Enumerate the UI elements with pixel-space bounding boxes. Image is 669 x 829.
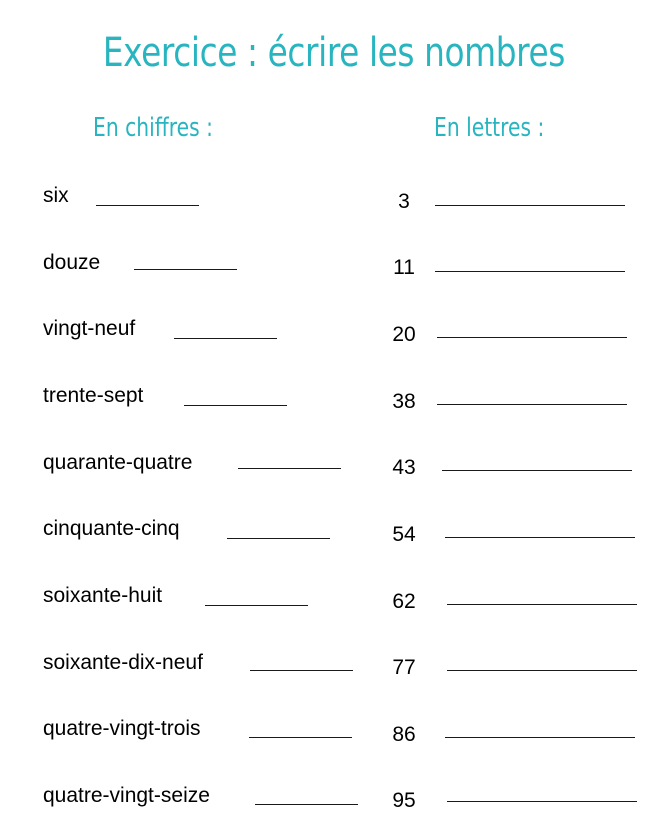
answer-blank[interactable]: [174, 338, 277, 339]
number-label: 20: [392, 323, 416, 346]
answer-blank[interactable]: [249, 737, 352, 738]
answer-blank[interactable]: [134, 269, 237, 270]
answer-blank[interactable]: [447, 801, 637, 802]
number-label: 11: [393, 256, 415, 279]
number-label: 62: [392, 590, 416, 613]
word-label: trente-sept: [43, 384, 144, 407]
number-label: 86: [392, 723, 416, 746]
number-label: 3: [398, 190, 410, 213]
word-label: cinquante-cinq: [43, 517, 180, 540]
number-label: 38: [392, 390, 416, 413]
answer-blank[interactable]: [437, 404, 627, 405]
number-label: 77: [392, 656, 416, 679]
answer-blank[interactable]: [442, 470, 632, 471]
answer-blank[interactable]: [96, 205, 199, 206]
word-label: quarante-quatre: [43, 451, 193, 474]
answer-blank[interactable]: [447, 604, 637, 605]
answer-blank[interactable]: [205, 605, 308, 606]
answer-blank[interactable]: [445, 537, 635, 538]
word-label: douze: [43, 251, 101, 274]
number-label: 95: [392, 789, 416, 812]
word-label: quatre-vingt-trois: [43, 717, 201, 740]
word-label: six: [43, 184, 69, 207]
word-label: vingt-neuf: [43, 317, 136, 340]
word-label: soixante-huit: [43, 584, 163, 607]
answer-blank[interactable]: [437, 337, 627, 338]
answer-blank[interactable]: [184, 405, 287, 406]
answer-blank[interactable]: [255, 804, 358, 805]
number-label: 43: [392, 456, 416, 479]
answer-blank[interactable]: [250, 670, 353, 671]
word-label: soixante-dix-neuf: [43, 651, 203, 674]
header-in-words: En lettres :: [434, 113, 545, 143]
answer-blank[interactable]: [435, 205, 625, 206]
number-label: 54: [392, 523, 416, 546]
answer-blank[interactable]: [435, 271, 625, 272]
answer-blank[interactable]: [227, 538, 330, 539]
answer-blank[interactable]: [445, 737, 635, 738]
answer-blank[interactable]: [447, 670, 637, 671]
header-in-digits: En chiffres :: [93, 113, 213, 143]
answer-blank[interactable]: [238, 468, 341, 469]
worksheet-title: Exercice : écrire les nombres: [102, 30, 565, 76]
word-label: quatre-vingt-seize: [43, 784, 210, 807]
